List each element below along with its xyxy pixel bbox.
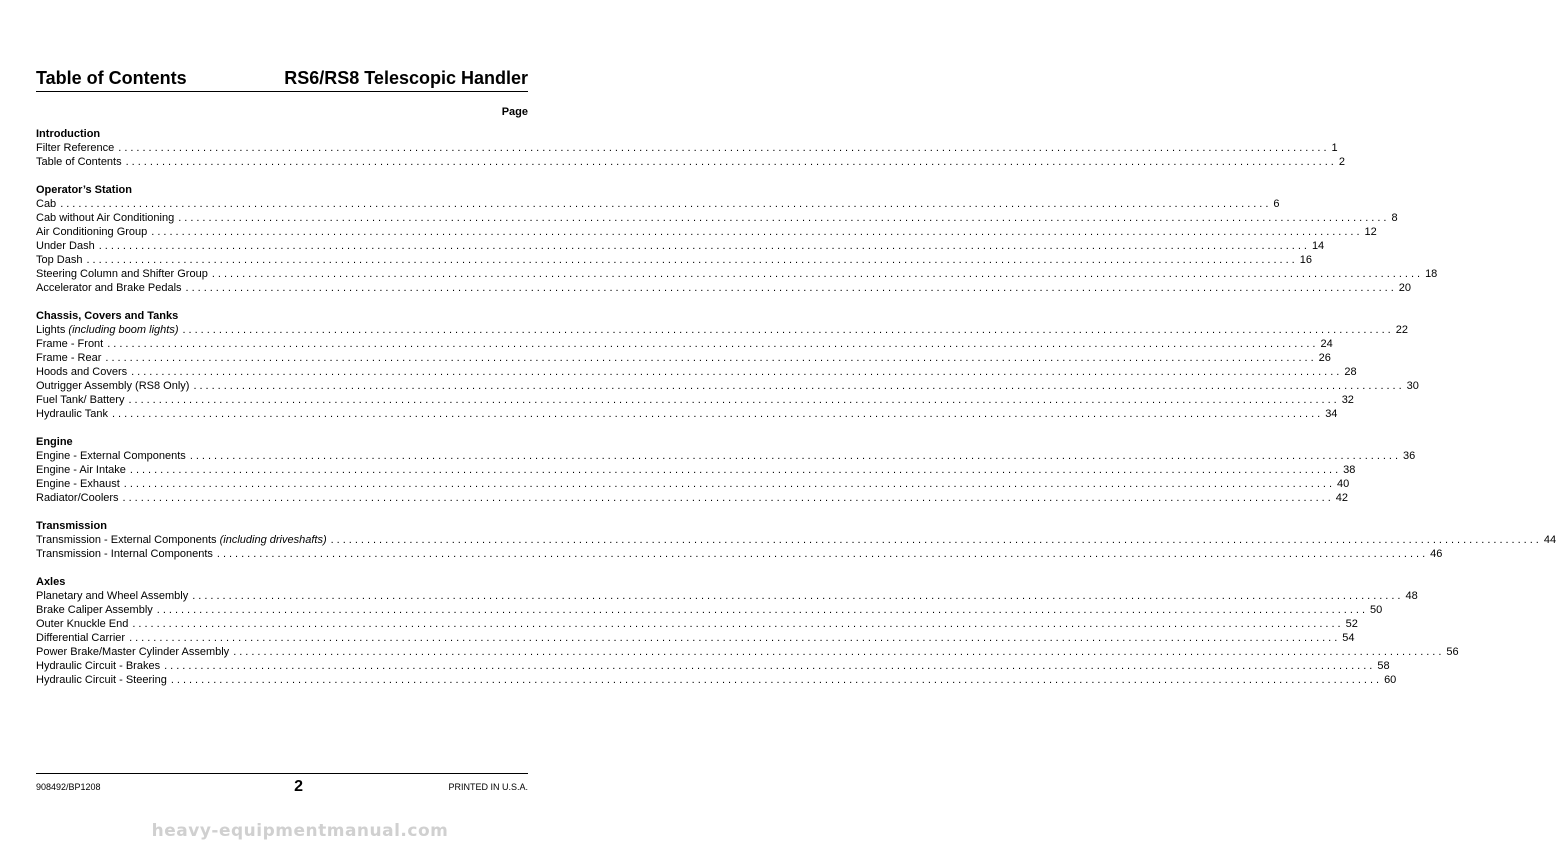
dot-leader: ........................................................................................................................................................................................................ [178,212,1390,224]
toc-entry[interactable] [36,589,1418,603]
toc-entry[interactable] [36,673,1397,687]
dot-leader: ........................................................................................................................................................................................................ [118,142,1330,154]
entry-page-number: 20 [1398,282,1412,294]
entry-label-text: Transmission - External Components [36,534,220,546]
entry-label-text: Engine - External Components [36,450,186,462]
entry-label-text: Transmission - Internal Components [36,548,213,560]
entry-label [36,267,208,281]
toc-entry[interactable] [36,631,1355,645]
entry-page-number: 38 [1343,464,1356,476]
watermark: heavy-equipmentmanual.com [151,821,449,841]
toc-entry[interactable] [36,211,1398,225]
entry-label-text: Hydraulic Tank [36,408,108,420]
entry-label-text: Engine - Air Intake [36,464,126,476]
page-number: 2 [294,778,303,795]
entry-page-number: 52 [1345,618,1358,630]
entry-page-number: 32 [1341,394,1354,406]
dot-leader: ........................................................................................................................................................................................................ [86,254,1298,266]
entry-label [36,393,124,407]
entry-page-number: 26 [1318,352,1331,364]
entry-label [36,659,160,673]
toc-entry[interactable] [36,351,1331,365]
entry-page-number: 12 [1364,226,1377,238]
dot-leader: ........................................................................................................................................................................................................ [122,492,1334,504]
entry-label-text: Steering Column and Shifter Group [36,268,208,280]
entry-label [36,351,101,365]
entry-label-text: Filter Reference [36,142,115,154]
entry-label-text: Planetary and Wheel Assembly [36,590,189,602]
entry-page-number: 14 [1311,240,1325,252]
entry-label [36,365,127,379]
dot-leader: ........................................................................................................................................................................................................ [216,548,1429,560]
dot-leader: ........................................................................................................................................................................................................ [60,198,1272,210]
toc-entry[interactable] [36,491,1349,505]
header-divider [36,91,528,92]
toc-entry[interactable] [36,239,1325,253]
entry-label-text: Outrigger Assembly (RS8 Only) [36,380,190,392]
dot-leader: ........................................................................................................................................................................................................ [151,226,1363,238]
header-title: Table of Contents [36,68,187,88]
section-title: Engine [36,436,73,448]
page-footer [36,778,528,796]
toc-entry[interactable] [36,449,1416,463]
entry-label [36,197,56,211]
section-title: Introduction [36,128,101,140]
dot-leader: ........................................................................................................................................................................................................ [132,618,1344,630]
toc-entry[interactable] [36,253,1312,267]
toc-entry[interactable] [36,365,1357,379]
entry-page-number: 30 [1406,380,1419,392]
entry-label [36,617,128,631]
entry-label [36,253,82,267]
section-title: Axles [36,576,66,588]
toc-entry[interactable] [36,323,1408,337]
entry-label [36,407,108,421]
entry-label-text: Outer Knuckle End [36,618,129,630]
toc-entry[interactable] [36,407,1338,421]
entry-label-text: Radiator/Coolers [36,492,119,504]
footer-divider [36,773,528,774]
toc-entry[interactable] [36,267,1438,281]
toc-entry[interactable] [36,281,1412,295]
entry-label-note: (including boom lights) [68,324,179,336]
dot-leader: ........................................................................................................................................................................................................ [105,352,1317,364]
toc-entry[interactable] [36,603,1383,617]
entry-label [36,491,119,505]
entry-page-number: 6 [1273,198,1280,210]
toc-section [36,309,1419,421]
entry-label-text: Cab [36,198,57,210]
entry-page-number: 44 [1543,534,1556,546]
entry-page-number: 54 [1342,632,1355,644]
entry-label [36,645,229,659]
entry-label-text: Top Dash [36,254,83,266]
toc-section [36,183,1438,295]
toc-entry[interactable] [36,337,1333,351]
entry-label-text: Air Conditioning Group [36,226,148,238]
entry-label [36,673,167,687]
entry-page-number: 22 [1395,324,1408,336]
dot-leader: ........................................................................................................................................................................................................ [131,366,1343,378]
toc-entry[interactable] [36,225,1377,239]
dot-leader: ........................................................................................................................................................................................................ [156,604,1369,616]
dot-leader: ........................................................................................................................................................................................................ [170,674,1383,686]
entry-page-number: 40 [1337,478,1350,490]
toc-entry[interactable] [36,477,1350,491]
entry-label-text: Hoods and Covers [36,366,128,378]
dot-leader: ........................................................................................................................................................................................................ [233,646,1445,658]
entry-label [36,603,153,617]
printed-notice: PRINTED IN U.S.A. [448,782,528,792]
entry-label-text: Engine - Exhaust [36,478,120,490]
entry-label-text: Table of Contents [36,156,122,168]
entry-page-number: 34 [1325,408,1338,420]
entry-label-text: Lights [36,324,69,336]
entry-label-text: Fuel Tank/ Battery [36,394,125,406]
dot-leader: ........................................................................................................................................................................................................ [129,464,1342,476]
dot-leader: ........................................................................................................................................................................................................ [211,268,1424,280]
entry-label-text: Frame - Front [36,338,104,350]
toc-entry[interactable] [36,197,1280,211]
entry-page-number: 2 [1338,156,1345,168]
entry-label-text: Frame - Rear [36,352,102,364]
section-title: Chassis, Covers and Tanks [36,310,179,322]
section-title: Operator’s Station [36,184,132,196]
entry-label [36,477,120,491]
toc-section [36,435,1416,505]
toc-entry[interactable] [36,659,1390,673]
entry-label [36,155,122,169]
dot-leader: ........................................................................................................................................................................................................ [185,282,1397,294]
entry-label-text: Under Dash [36,240,95,252]
entry-page-number: 24 [1320,338,1333,350]
entry-page-number: 42 [1335,492,1349,504]
toc-entry[interactable] [36,617,1358,631]
toc-section [36,127,1345,169]
page-column-label: Page [501,106,528,118]
toc-section [36,519,1556,561]
document-number: 908492/BP1208 [36,782,101,792]
section-title: Transmission [36,520,107,532]
entry-page-number: 60 [1384,674,1397,686]
entry-label [36,379,189,393]
dot-leader: ........................................................................................................................................................................................................ [182,324,1394,336]
dot-leader: ........................................................................................................................................................................................................ [111,408,1324,420]
entry-label [36,211,174,225]
toc-entry[interactable] [36,547,1443,561]
entry-label-text: Differential Carrier [36,632,126,644]
toc-entry[interactable] [36,463,1356,477]
entry-page-number: 36 [1403,450,1416,462]
toc-entry[interactable] [36,155,1345,169]
entry-label-text: Hydraulic Circuit - Steering [36,674,167,686]
entry-label-text: Power Brake/Master Cylinder Assembly [36,646,230,658]
header-product-name: RS6/RS8 Telescopic Handler [284,68,528,88]
entry-page-number: 48 [1405,590,1418,602]
dot-leader: ........................................................................................................................................................................................................ [330,534,1542,546]
entry-page-number: 16 [1299,254,1312,266]
toc-entry[interactable] [36,379,1419,393]
dot-leader: ........................................................................................................................................................................................................ [193,380,1405,392]
toc-entry[interactable] [36,533,1556,547]
toc-entry[interactable] [36,393,1354,407]
entry-label-text: Brake Caliper Assembly [36,604,153,616]
entry-page-number: 56 [1446,646,1459,658]
dot-leader: ........................................................................................................................................................................................................ [128,394,1340,406]
entry-page-number: 46 [1430,548,1443,560]
entry-label [36,449,186,463]
entry-page-number: 28 [1344,366,1357,378]
dot-leader: ........................................................................................................................................................................................................ [107,338,1319,350]
page-header [36,68,528,88]
dot-leader: ........................................................................................................................................................................................................ [164,660,1376,672]
entry-label [36,281,182,295]
dot-leader: ........................................................................................................................................................................................................ [192,590,1404,602]
entry-page-number: 18 [1425,268,1438,280]
dot-leader: ........................................................................................................................................................................................................ [125,156,1337,168]
toc-entry[interactable] [36,141,1338,155]
dot-leader: ........................................................................................................................................................................................................ [123,478,1336,490]
entry-label [36,547,213,561]
entry-label-note: (including driveshafts) [219,534,327,546]
entry-label-text: Hydraulic Circuit - Brakes [36,660,161,672]
dot-leader: ........................................................................................................................................................................................................ [98,240,1310,252]
entry-page-number: 58 [1377,660,1390,672]
entry-label [36,323,178,337]
dot-leader: ........................................................................................................................................................................................................ [189,450,1402,462]
entry-label [36,225,147,239]
entry-label [36,463,126,477]
entry-label-text: Accelerator and Brake Pedals [36,282,182,294]
entry-label [36,631,125,645]
entry-page-number: 8 [1391,212,1398,224]
dot-leader: ........................................................................................................................................................................................................ [129,632,1341,644]
table-of-contents [36,127,1556,701]
entry-label [36,337,103,351]
entry-label [36,141,114,155]
entry-label [36,533,327,547]
entry-page-number: 50 [1370,604,1383,616]
entry-page-number: 1 [1331,142,1338,154]
entry-label [36,589,188,603]
toc-section [36,575,1459,687]
entry-label [36,239,95,253]
entry-label-text: Cab without Air Conditioning [36,212,175,224]
toc-entry[interactable] [36,645,1459,659]
